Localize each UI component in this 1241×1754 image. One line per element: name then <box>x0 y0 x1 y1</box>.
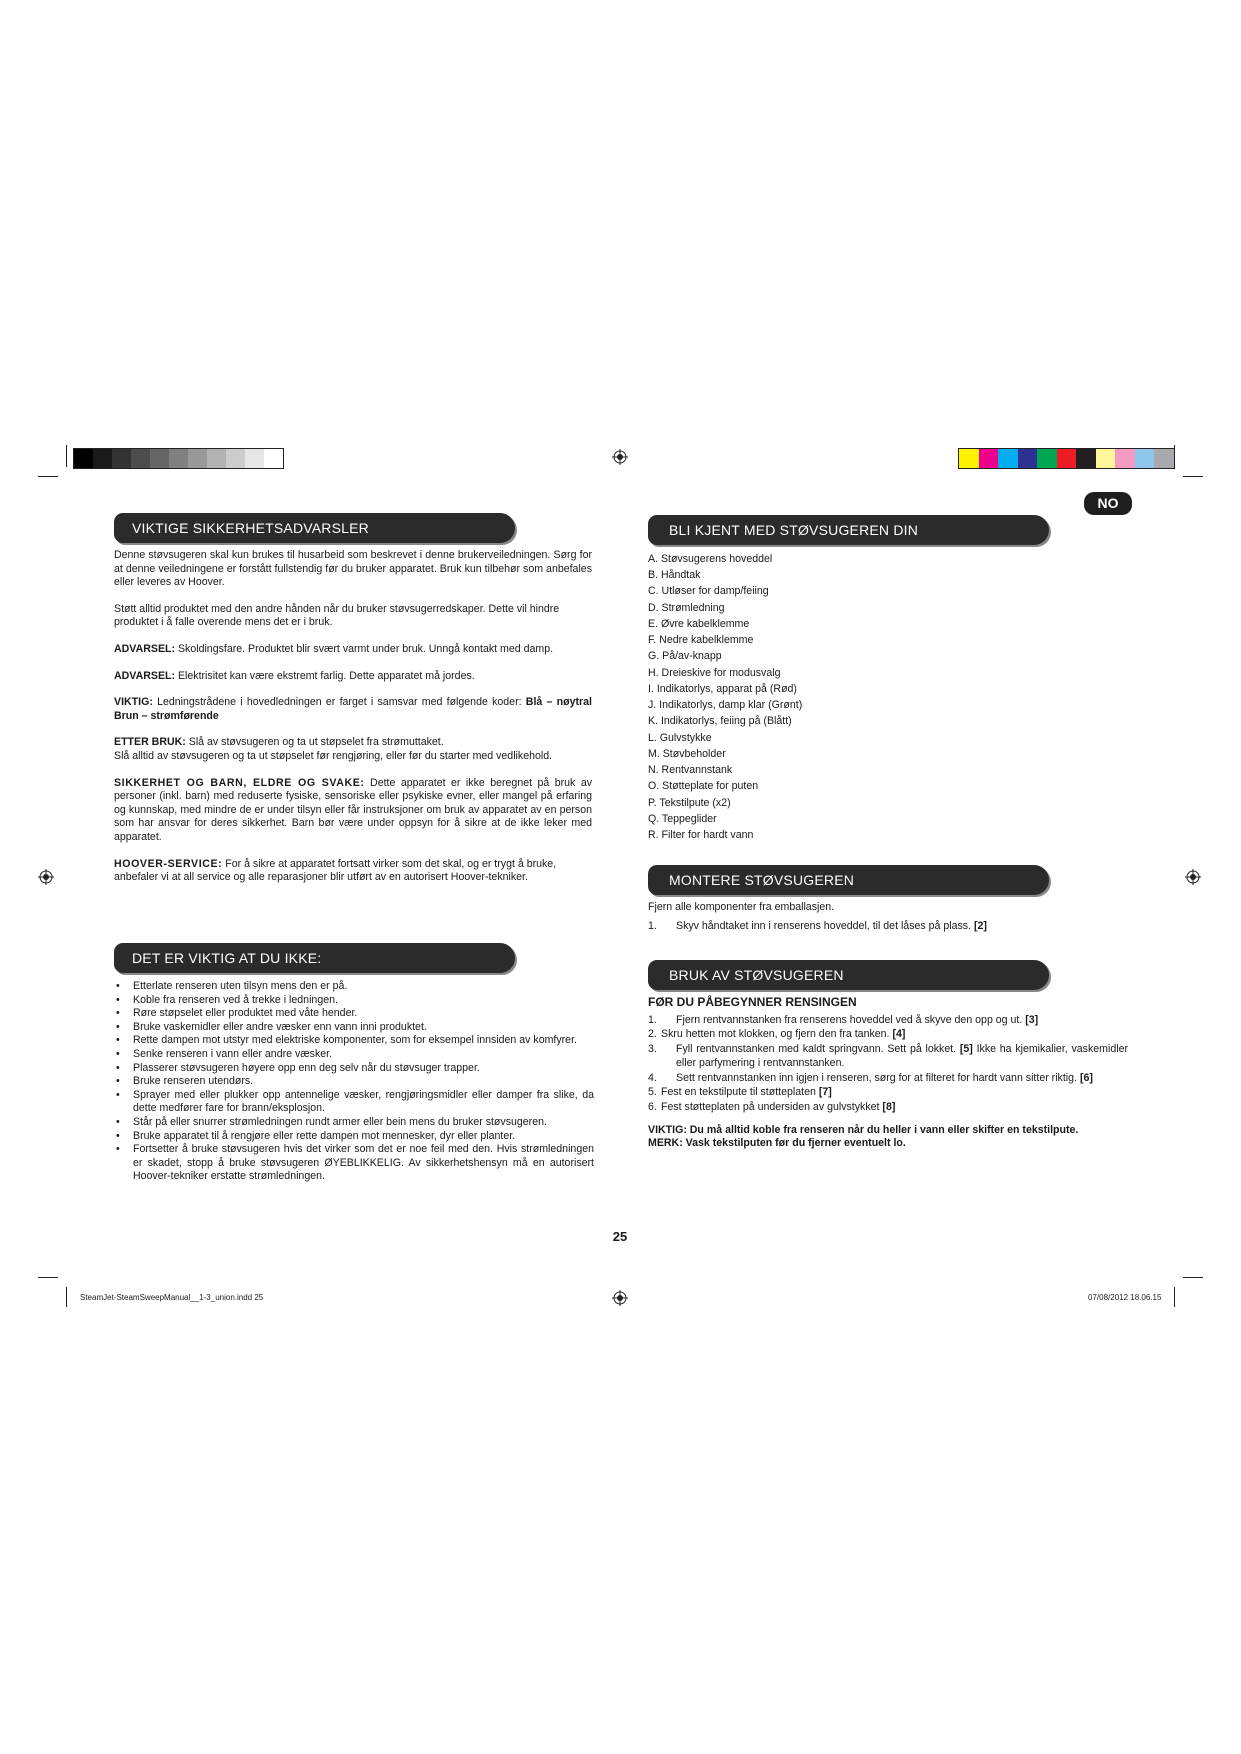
section-heading-safety: VIKTIGE SIKKERHETSADVARSLER <box>114 513 515 543</box>
list-item: • Bruke vaskemidler eller andre væsker enn vann inni produktet. <box>114 1021 594 1035</box>
donts-list <box>114 980 594 1184</box>
list-item: 2. Skru hetten mot klokken, og fjern den fra tanken. [4] <box>648 1028 906 1041</box>
important-wiring: VIKTIG: Ledningstrådene i hovedledningen er farget i samsvar med følgende koder: Blå – nøytral Brun – strømførende <box>114 696 592 722</box>
list-item: E. Øvre kabelklemme <box>648 617 750 630</box>
subheading-before-cleaning: FØR DU PÅBEGYNNER RENSINGEN <box>648 995 857 1009</box>
list-item: I. Indikatorlys, apparat på (Rød) <box>648 682 797 695</box>
list-item: • Røre støpselet eller produktet med våte hender. <box>114 1007 594 1021</box>
list-item: 1. Fjern rentvannstanken fra renserens hoveddel ved å skyve den opp og ut. [3] <box>648 1013 1039 1026</box>
after-use: ETTER BRUK: Slå av støvsugeren og ta ut støpselet fra strømuttaket. Slå alltid av støvsugeren og ta ut støpselet før rengjøring, eller før du starter med vedlikehold. <box>114 736 553 762</box>
list-item: F. Nedre kabelklemme <box>648 634 754 647</box>
grayscale-calibration-bar <box>73 448 284 469</box>
list-item: • Koble fra renseren ved å trekke i ledningen. <box>114 994 594 1008</box>
list-item: O. Støtteplate for puten <box>648 780 759 793</box>
crop-mark <box>38 476 58 477</box>
list-item: K. Indikatorlys, feiing på (Blått) <box>648 715 792 728</box>
safety-paragraph: Støtt alltid produktet med den andre hånden når du bruker støvsugerredskaper. Dette vil hindre produktet i å falle overende mens det er i bruk. <box>114 602 560 629</box>
section-heading-donts: DET ER VIKTIG AT DU IKKE: <box>114 943 515 973</box>
important-note: VIKTIG: Du må alltid koble fra renseren når du heller i vann eller skifter en tekstilpute. <box>648 1123 1079 1136</box>
parts-list <box>648 553 1048 842</box>
crop-mark <box>1183 1277 1203 1278</box>
assemble-section <box>648 901 1128 934</box>
crop-mark <box>1183 476 1203 477</box>
safety-section <box>114 549 592 898</box>
assemble-intro: Fjern alle komponenter fra emballasjen. <box>648 901 835 913</box>
language-badge: NO <box>1084 492 1132 515</box>
registration-mark-icon <box>38 869 54 885</box>
list-item: 4. Sett rentvannstanken inn igjen i renseren, sørg for at filteret for hardt vann sitter riktig. [6] <box>648 1071 1093 1084</box>
list-item: A. Støvsugerens hoveddel <box>648 553 773 565</box>
crop-mark <box>66 445 67 467</box>
hoover-service: HOOVER-SERVICE: For å sikre at apparatet fortsatt virker som det skal, og er trygt å bruke, anbefaler vi at all service og alle reparasjoner blir utført av en autorisert Hoover-tekniker. <box>114 857 557 884</box>
list-item: B. Håndtak <box>648 569 701 582</box>
list-item: D. Strømledning <box>648 601 725 614</box>
list-item: 6. Fest støtteplaten på undersiden av gulvstykket [8] <box>648 1101 896 1114</box>
warning-electricity: ADVARSEL: Elektrisitet kan være ekstremt farlig. Dette apparatet må jordes. <box>114 669 475 682</box>
crop-mark <box>38 1277 58 1278</box>
list-item: P. Tekstilpute (x2) <box>648 796 731 809</box>
footer-filename: SteamJet-SteamSweepManual__1-3_union.indd 25 <box>80 1293 264 1302</box>
list-item: M. Støvbeholder <box>648 747 726 760</box>
crop-mark <box>66 1287 67 1307</box>
page-number: 25 <box>612 1229 628 1244</box>
safety-paragraph: Denne støvsugeren skal kun brukes til husarbeid som beskrevet i denne brukerveiledningen. Sørg for at denne veiledningene er forstått fullstendig før du bruker apparatet. Bruk kun tilbehør som anbefales eller leveres av Hoover. <box>114 549 592 589</box>
list-item: • Plasserer støvsugeren høyere opp enn deg selv når du støvsuger trapper. <box>114 1062 594 1076</box>
assemble-steps <box>648 920 1128 934</box>
list-item: • Sprayer med eller plukker opp antennelige væsker, rengjøringsmidler eller damper fra slike, da dette medfører fare for brann/eksplosjon. <box>114 1089 594 1116</box>
list-item: • Bruke apparatet til å rengjøre eller rette dampen mot mennesker, dyr eller planter. <box>114 1130 594 1144</box>
list-item: 5. Fest en tekstilpute til støtteplaten [7] <box>648 1086 832 1099</box>
merk-note: MERK: Vask tekstilputen før du fjerner eventuelt lo. <box>648 1137 906 1150</box>
list-item: C. Utløser for damp/feiing <box>648 585 769 598</box>
list-item: R. Filter for hardt vann <box>648 828 754 841</box>
footer-timestamp: 07/08/2012 18.06.15 <box>1088 1293 1162 1302</box>
list-item: H. Dreieskive for modusvalg <box>648 666 781 679</box>
list-item: • Fortsetter å bruke støvsugeren hvis det virker som det er noe feil med den. Hvis strømledningen er skadet, stopp å bruke støvsugeren ØYEBLIKKELIG. Av sikkerhetshensyn må en autorisert Hoover-tekniker erstatte strømledningen. <box>114 1143 594 1184</box>
list-item: G. På/av-knapp <box>648 650 722 663</box>
list-item: • Står på eller snurrer strømledningen rundt armer eller bein mens du bruker støvsugeren. <box>114 1116 594 1130</box>
list-item: J. Indikatorlys, damp klar (Grønt) <box>648 699 803 712</box>
list-item: • Rette dampen mot utstyr med elektriske komponenter, som for eksempel innsiden av komfyrer. <box>114 1034 594 1048</box>
color-calibration-bar <box>958 448 1175 469</box>
section-heading-assemble: MONTERE STØVSUGEREN <box>648 865 1049 895</box>
children-safety: SIKKERHET OG BARN, ELDRE OG SVAKE: Dette apparatet er ikke beregnet på bruk av personer (inkl. barn) med reduserte fysiske, sensoriske eller psykiske evner, eller mangel på erfaring og kunnskap, med mindre de er under tilsyn eller får instruksjoner om bruk av apparatet av en person som har ansvar for deres sikkerhet. Barn bør være under oppsyn for å sikre at de ikke leker med apparatet. <box>114 776 593 843</box>
use-section <box>648 996 1128 1151</box>
list-item: N. Rentvannstank <box>648 764 733 777</box>
registration-mark-icon <box>612 449 628 465</box>
donts-section <box>114 980 594 1184</box>
list-item: • Etterlate renseren uten tilsyn mens den er på. <box>114 980 594 994</box>
use-steps <box>648 1014 1128 1115</box>
crop-mark <box>1174 1287 1175 1307</box>
list-item: Q. Teppeglider <box>648 812 717 825</box>
list-item: • Bruke renseren utendørs. <box>114 1075 594 1089</box>
list-item: • Senke renseren i vann eller andre væsker. <box>114 1048 594 1062</box>
list-item: L. Gulvstykke <box>648 731 712 744</box>
warning-scalding: ADVARSEL: Skoldingsfare. Produktet blir svært varmt under bruk. Unngå kontakt med damp. <box>114 642 554 655</box>
registration-mark-icon <box>612 1290 628 1306</box>
list-item: 1. Skyv håndtaket inn i renserens hoveddel, til det låses på plass. [2] <box>648 919 987 932</box>
section-heading-know: BLI KJENT MED STØVSUGEREN DIN <box>648 515 1049 545</box>
registration-mark-icon <box>1185 869 1201 885</box>
list-item: 3. Fyll rentvannstanken med kaldt springvann. Sett på lokket. [5] Ikke ha kjemikalier, vaskemidler eller parfymering i rentvannstanken. <box>648 1043 1128 1069</box>
parts-section <box>648 553 1048 845</box>
section-heading-use: BRUK AV STØVSUGEREN <box>648 960 1049 990</box>
